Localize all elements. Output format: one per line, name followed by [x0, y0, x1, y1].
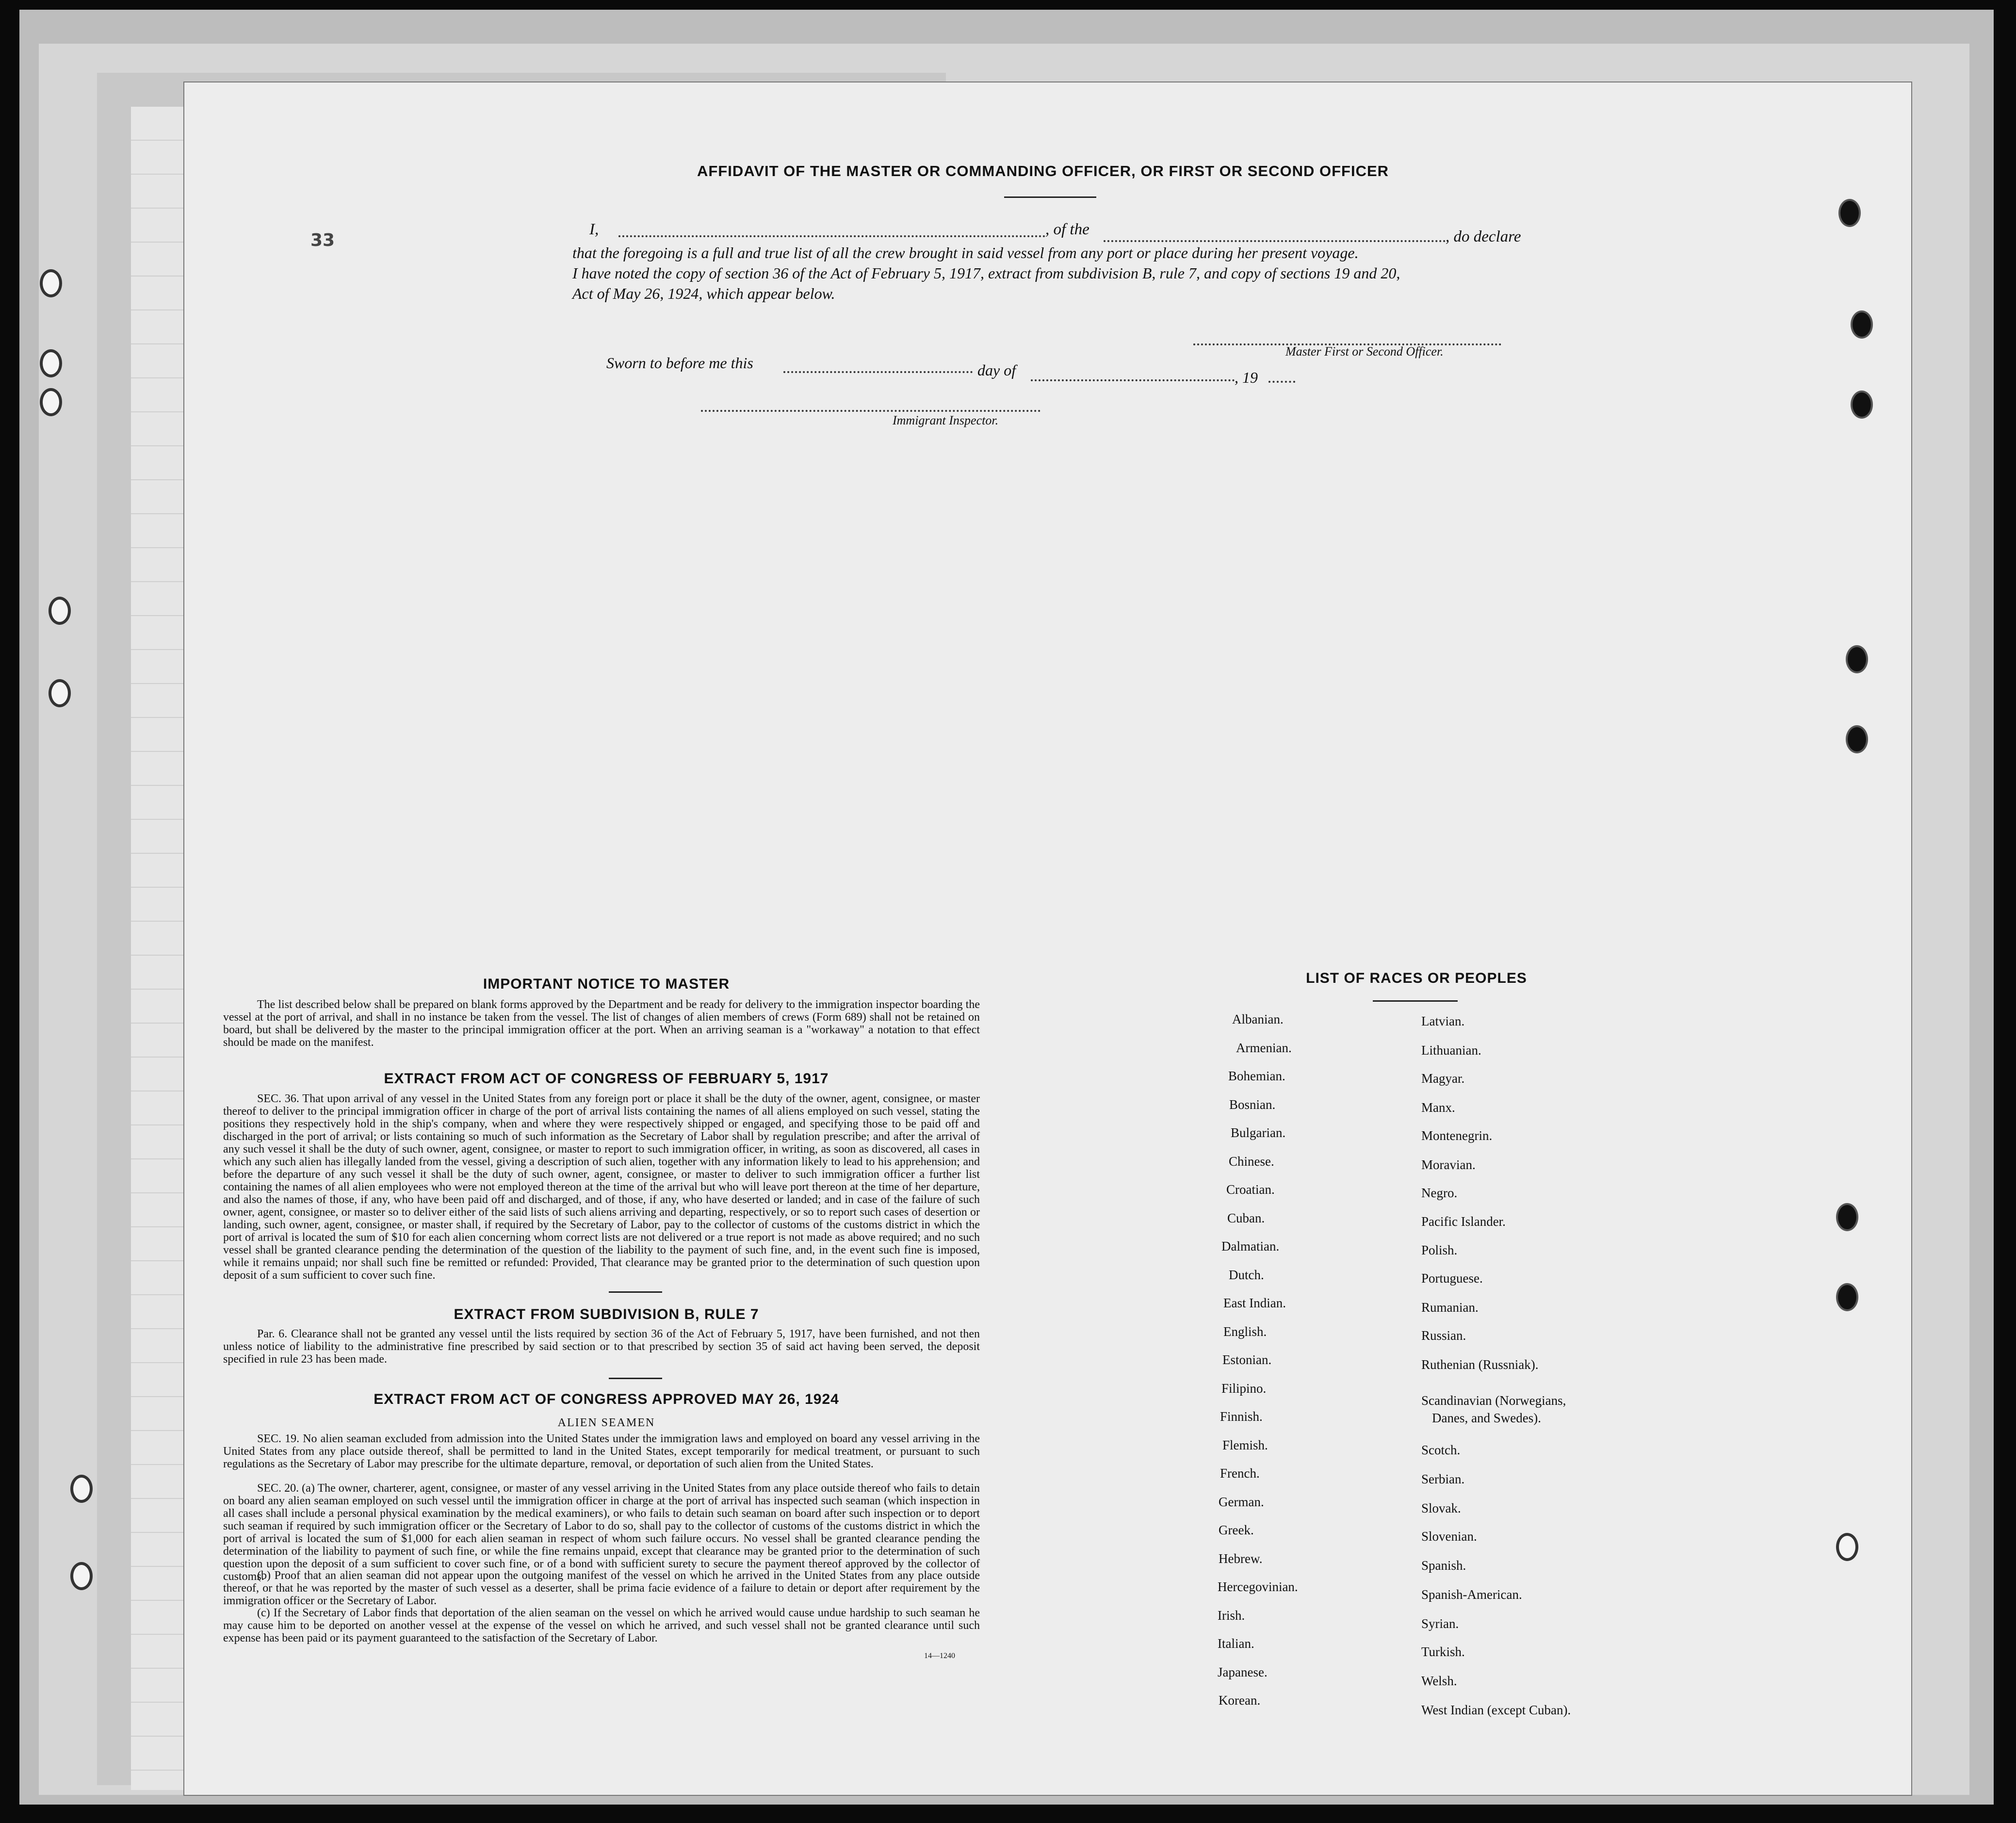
race-item: Greek. [1219, 1523, 1254, 1537]
race-item: Spanish. [1421, 1558, 1466, 1573]
sec20b-body: (b) Proof that an alien seaman did not appear upon the outgoing manifest of the vessel on which he arrived in the United States from any place outside thereof, or that he was reported by the master of such vessel as a deserter, shall be prima facie evidence of a failure to detain or deport after requirement by the immigration officer or the Secretary of Labor. [223, 1569, 980, 1607]
race-item: Dalmatian. [1221, 1239, 1280, 1253]
race-item: Albanian. [1232, 1012, 1284, 1026]
races-heading-underline [1373, 1000, 1458, 1002]
master-name-field[interactable] [618, 235, 1045, 237]
race-item: Korean. [1219, 1693, 1261, 1708]
race-item: Negro. [1421, 1186, 1458, 1200]
sec19-body: SEC. 19. No alien seaman excluded from admission into the United States under the immigration laws and employed on board any vessel arriving in the United States from any place outside thereof, shall be permitted to land in the United States, except temporarily for medical treatment, or pursuant to such regulations as the Secretary of Labor may prescribe for the ultimate departure, removal, or deportation of such alien from the United States. [223, 1432, 980, 1470]
race-item: Scandinavian (Norwegians, [1421, 1393, 1566, 1408]
race-item: Ruthenian (Russniak). [1421, 1357, 1539, 1372]
title-underline [1004, 196, 1096, 198]
race-item: Dutch. [1229, 1267, 1264, 1282]
race-item: Armenian. [1236, 1040, 1292, 1055]
race-item: Polish. [1421, 1243, 1458, 1257]
binder-hole [70, 1562, 93, 1590]
subdivision-b-heading: EXTRACT FROM SUBDIVISION B, RULE 7 [454, 1306, 759, 1322]
vessel-name-field[interactable] [1104, 240, 1446, 242]
race-item: Bohemian. [1228, 1069, 1285, 1083]
race-item: Finnish. [1220, 1409, 1263, 1424]
race-item: Croatian. [1226, 1182, 1275, 1197]
race-item: Pacific Islander. [1421, 1214, 1506, 1229]
race-item: Montenegrin. [1421, 1128, 1493, 1143]
race-item: East Indian. [1223, 1296, 1286, 1310]
race-item: Estonian. [1222, 1352, 1272, 1367]
binder-hole [40, 269, 62, 297]
race-item: French. [1220, 1466, 1260, 1481]
race-item: Russian. [1421, 1328, 1466, 1343]
binder-hole [1851, 391, 1873, 419]
sworn-day-of: day of [977, 361, 1016, 379]
sworn-day-field[interactable] [783, 371, 973, 373]
race-item: Bulgarian. [1231, 1125, 1286, 1140]
race-item: Danes, and Swedes). [1432, 1411, 1541, 1425]
affidavit-line2: that the foregoing is a full and true list of all the crew brought in said vessel from any port or place during her present voyage. [572, 244, 1359, 261]
race-item: Spanish-American. [1421, 1587, 1522, 1602]
extract-1924-heading: EXTRACT FROM ACT OF CONGRESS APPROVED MAY 26, 1924 [374, 1391, 839, 1407]
race-item: Cuban. [1227, 1210, 1265, 1225]
race-item: Turkish. [1421, 1644, 1465, 1659]
affidavit-i: I, [589, 221, 599, 238]
binder-hole [49, 597, 71, 625]
affidavit-line3: I have noted the copy of section 36 of the Act of February 5, 1917, extract from subdivision B, rule 7, and copy of sections 19 and 20, [572, 264, 1400, 282]
race-item: Hercegovinian. [1218, 1579, 1298, 1594]
race-item: Italian. [1218, 1636, 1254, 1651]
race-item: Lithuanian. [1421, 1043, 1481, 1058]
section-divider [609, 1378, 662, 1379]
inspector-label: Immigrant Inspector. [893, 413, 999, 427]
race-item: West Indian (except Cuban). [1421, 1703, 1571, 1717]
race-item: Hebrew. [1219, 1551, 1263, 1566]
race-item: Irish. [1218, 1608, 1245, 1623]
sworn-month-field[interactable] [1031, 379, 1235, 381]
race-item: Rumanian. [1421, 1300, 1479, 1315]
binder-hole [1836, 1203, 1858, 1231]
sec20c-body: (c) If the Secretary of Labor finds that deportation of the alien seaman on the vessel on which he arrived would cause undue hardship to such seaman he may cause him to be deported on another vessel at the expense of the vessel on which he arrived, and such vessel shall not be granted clearance until such expense has been paid or its payment guaranteed to the satisfaction of the Secretary of Labor. [223, 1607, 980, 1644]
subdivision-b-body: Par. 6. Clearance shall not be granted any vessel until the lists required by section 36 of the Act of February 5, 1917, have been furnished, and not then unless notice of liability to the administrative fine prescribed by said section or to that prescribed by section 35 of said act having been served, the deposit specified in rule 23 has been made. [223, 1328, 980, 1366]
races-heading: LIST OF RACES OR PEOPLES [1306, 970, 1527, 986]
affidavit-title: AFFIDAVIT OF THE MASTER OR COMMANDING OFFICER, OR FIRST OR SECOND OFFICER [697, 163, 1389, 179]
sworn-year-field[interactable] [1268, 381, 1295, 383]
sec20a-body: SEC. 20. (a) The owner, charterer, agent, consignee, or master of any vessel arriving in the United States from any place outside thereof who fails to detain on board any alien seaman employed on such vessel until the immigration officer in charge at the port of arrival has inspected such seaman (which inspection in all cases shall include a personal physical examination by the medical examiners), or who fails to detain such seaman on board after such inspection or to deport such seaman if required by such immigration officer or the Secretary of Labor to do so, shall pay to the collector of customs of the customs district in which the port of arrival is located the sum of $1,000 for each alien seaman in respect of whom such failure occurs. No vessel shall be granted clearance pending the determination of the liability to payment of such fine, or while the fine remains unpaid, except that clearance may be granted prior to the determination of such question upon the deposit of a sum sufficient to cover such fine, or of a bond with sufficient surety to secure the payment thereof approved by the collector of customs. [223, 1482, 980, 1583]
race-item: Serbian. [1421, 1472, 1465, 1486]
binder-hole [1838, 199, 1861, 227]
binder-hole [1836, 1533, 1858, 1561]
binder-hole [40, 349, 62, 377]
binder-hole [1836, 1283, 1858, 1311]
binder-hole [1846, 645, 1868, 673]
race-item: Bosnian. [1229, 1097, 1276, 1112]
extract-1917-heading: EXTRACT FROM ACT OF CONGRESS OF FEBRUARY 5, 1917 [384, 1071, 829, 1087]
race-item: Magyar. [1421, 1071, 1465, 1086]
binder-hole [1846, 725, 1868, 753]
race-item: Filipino. [1221, 1381, 1267, 1396]
race-item: Welsh. [1421, 1674, 1457, 1688]
race-item: Scotch. [1421, 1443, 1461, 1457]
race-item: German. [1219, 1494, 1264, 1509]
extract-1917-body: SEC. 36. That upon arrival of any vessel in the United States from any foreign port or place it shall be the duty of the owner, agent, consignee, or master thereof to deliver to the principal immigration officer in charge of the port of arrival lists containing the names of all aliens employed on such vessel, stating the positions they respectively hold in the ship's company, when and where they were respectively shipped or engaged, and specifying those to be paid off and discharged in the port of arrival; or lists containing so much of such information as the Secretary of Labor shall by regulation prescribe; and after the arrival of any such vessel it shall be the duty of such owner, agent, consignee, or master to report to such immigration officer, in writing, as soon as discovered, all cases in which any such alien has illegally landed from the vessel, giving a description of such alien, together with any information likely to lead to his apprehension; and before the departure of any such vessel it shall be the duty of such owner, agent, consignee, or master to deliver to such immigration officer a further list containing the names of all alien employees who were not employed thereon at the time of the arrival but who will leave port thereon at the time of her departure, and also the names of those, if any, who have been paid off and discharged, and of those, if any, who have deserted or landed; and in case of the failure of such owner, agent, consignee, or master so to deliver either of the said lists of such aliens arriving and departing, respectively, or so to report such cases of desertion or landing, such owner, agent, consignee, or master shall, if required by the Secretary of Labor, pay to the collector of customs of the customs district in which the port of arrival is located the sum of $10 for each alien concerning whom correct lists are not delivered or a true report is not made as above required; and no such vessel shall be granted clearance pending the determination of the question of the liability to the payment of such fine, and, in the event such fine is imposed, while it remains unpaid; nor shall such fine be remitted or refunded: Provided, That clearance may be granted prior to the determination of such question upon deposit of a sum sufficient to cover such fine. [223, 1092, 980, 1282]
race-item: Portuguese. [1421, 1271, 1483, 1286]
handwritten-page-number: 33 [310, 230, 335, 250]
sworn-year: , 19 [1235, 369, 1258, 386]
binder-hole [1851, 310, 1873, 339]
binder-hole [70, 1475, 93, 1503]
race-item: Manx. [1421, 1100, 1455, 1115]
race-item: Flemish. [1222, 1437, 1268, 1452]
race-item: Chinese. [1229, 1154, 1274, 1169]
race-item: Moravian. [1421, 1157, 1476, 1172]
form-number: 14—1240 [924, 1652, 955, 1660]
race-item: Syrian. [1421, 1616, 1459, 1631]
notice-body: The list described below shall be prepared on blank forms approved by the Department and be ready for delivery to the immigration inspector boarding the vessel at the port of arrival, and shall in no instance be taken from the vessel. The list of changes of alien members of crews (Form 689) shall not be retained on board, but shall be delivered by the master to the principal immigration officer at the port. When an arriving seaman is a "workaway" a notation to that effect should be made on the manifest. [223, 998, 980, 1049]
notice-heading: IMPORTANT NOTICE TO MASTER [483, 976, 730, 992]
race-item: Japanese. [1218, 1664, 1268, 1679]
race-item: Slovak. [1421, 1501, 1461, 1515]
sworn-prefix: Sworn to before me this [606, 354, 753, 372]
binder-hole [40, 388, 62, 416]
affidavit-do-declare: , do declare [1446, 228, 1521, 245]
race-item: Latvian. [1421, 1014, 1465, 1028]
alien-seamen-subheading: ALIEN SEAMEN [557, 1416, 655, 1429]
race-item: Slovenian. [1421, 1529, 1477, 1544]
section-divider [609, 1291, 662, 1293]
affidavit-of-the: , of the [1045, 221, 1089, 238]
affidavit-line4: Act of May 26, 1924, which appear below. [572, 285, 835, 302]
master-signature-label: Master First or Second Officer. [1285, 344, 1444, 358]
race-item: English. [1223, 1324, 1267, 1339]
binder-hole [49, 679, 71, 707]
inspector-signature-field[interactable] [701, 410, 1041, 412]
